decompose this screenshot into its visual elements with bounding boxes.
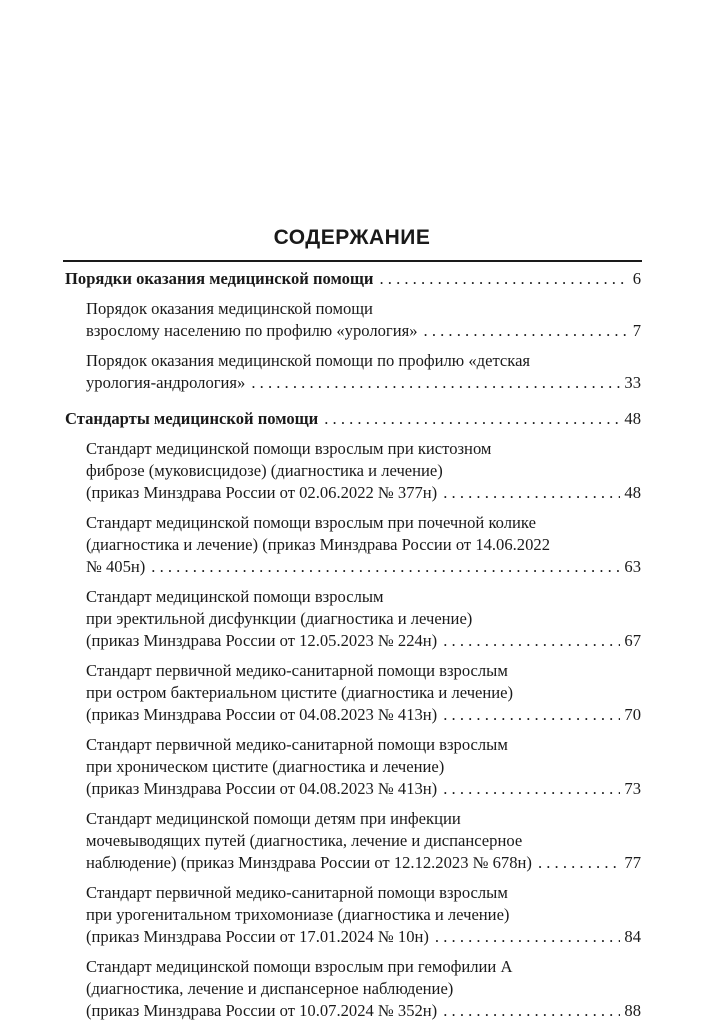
dot-leader bbox=[379, 268, 628, 290]
entry-line: взрослому населению по профилю «урология» bbox=[86, 321, 418, 340]
entry-line: Стандарт медицинской помощи взрослым при почечной колике bbox=[86, 513, 536, 532]
entry-line: № 405н) bbox=[86, 557, 146, 576]
page-title: СОДЕРЖАНИЕ bbox=[273, 226, 431, 249]
toc-entry[interactable] bbox=[65, 660, 641, 726]
entry-line: (диагностика, лечение и диспансерное наблюдение) bbox=[86, 979, 454, 998]
page-number: 77 bbox=[624, 853, 641, 872]
entry-line: Порядок оказания медицинской помощи bbox=[86, 299, 373, 318]
toc-entry[interactable] bbox=[65, 808, 641, 874]
dot-leader bbox=[324, 408, 620, 430]
entry-line: наблюдение) (приказ Минздрава России от 12.12.2023 № 678н) bbox=[86, 853, 532, 872]
entry-line: (приказ Минздрава России от 04.08.2023 № 413н) bbox=[86, 705, 438, 724]
entry-line: Стандарт медицинской помощи взрослым при гемофилии А bbox=[86, 957, 513, 976]
toc-entry[interactable] bbox=[65, 956, 641, 1022]
page-number: 7 bbox=[632, 321, 641, 340]
dot-leader bbox=[435, 926, 620, 948]
page-number: 48 bbox=[624, 483, 641, 502]
section-title: Порядки оказания медицинской помощи bbox=[65, 269, 374, 288]
toc-entry[interactable] bbox=[65, 586, 641, 652]
entry-line: при хроническом цистите (диагностика и лечение) bbox=[86, 757, 445, 776]
entry-line: (приказ Минздрава России от 10.07.2024 № 352н) bbox=[86, 1001, 438, 1020]
toc-entry[interactable] bbox=[65, 512, 641, 578]
page-number: 6 bbox=[632, 269, 641, 288]
entry-line: Стандарт первичной медико-санитарной помощи взрослым bbox=[86, 661, 508, 680]
entry-line: при остром бактериальном цистите (диагностика и лечение) bbox=[86, 683, 514, 702]
dot-leader bbox=[424, 320, 629, 342]
entry-line: (приказ Минздрава России от 17.01.2024 № 10н) bbox=[86, 927, 429, 946]
toc-entry[interactable] bbox=[65, 438, 641, 504]
entry-line: Порядок оказания медицинской помощи по профилю «детская bbox=[86, 351, 531, 370]
dot-leader bbox=[538, 852, 620, 874]
toc-section-heading[interactable] bbox=[65, 268, 641, 290]
dot-leader bbox=[443, 704, 620, 726]
entry-line: (приказ Минздрава России от 04.08.2023 № 413н) bbox=[86, 779, 438, 798]
entry-line: при урогенитальном трихомониазе (диагностика и лечение) bbox=[86, 905, 510, 924]
dot-leader bbox=[443, 482, 620, 504]
toc-section-heading[interactable] bbox=[65, 408, 641, 430]
page-number: 48 bbox=[624, 409, 641, 428]
entry-line: Стандарт первичной медико-санитарной помощи взрослым bbox=[86, 735, 508, 754]
entry-line: Стандарт медицинской помощи детям при инфекции bbox=[86, 809, 461, 828]
dot-leader bbox=[251, 372, 620, 394]
toc-entry[interactable] bbox=[65, 734, 641, 800]
dot-leader bbox=[443, 1000, 620, 1022]
section-title: Стандарты медицинской помощи bbox=[65, 409, 319, 428]
toc-entry[interactable] bbox=[65, 298, 641, 342]
entry-line: (диагностика и лечение) (приказ Минздрава России от 14.06.2022 bbox=[86, 535, 550, 554]
entry-line: фиброзе (муковисцидозе) (диагностика и лечение) bbox=[86, 461, 443, 480]
entry-line: мочевыводящих путей (диагностика, лечение и диспансерное bbox=[86, 831, 523, 850]
entry-line: Стандарт медицинской помощи взрослым bbox=[86, 587, 384, 606]
entry-line: Стандарт первичной медико-санитарной помощи взрослым bbox=[86, 883, 508, 902]
dot-leader bbox=[443, 778, 620, 800]
table-of-contents bbox=[65, 268, 641, 1022]
entry-line: (приказ Минздрава России от 02.06.2022 № 377н) bbox=[86, 483, 438, 502]
dot-leader bbox=[443, 630, 620, 652]
page-number: 67 bbox=[624, 631, 641, 650]
toc-entry[interactable] bbox=[65, 882, 641, 948]
page-number: 33 bbox=[624, 373, 641, 392]
entry-line: Стандарт медицинской помощи взрослым при кистозном bbox=[86, 439, 492, 458]
page-number: 70 bbox=[624, 705, 641, 724]
entry-line: (приказ Минздрава России от 12.05.2023 № 224н) bbox=[86, 631, 438, 650]
dot-leader bbox=[151, 556, 620, 578]
page-number: 84 bbox=[624, 927, 641, 946]
entry-line: урология-андрология» bbox=[86, 373, 246, 392]
page-number: 73 bbox=[624, 779, 641, 798]
title-rule bbox=[63, 260, 642, 262]
toc-entry[interactable] bbox=[65, 350, 641, 394]
page-number: 63 bbox=[624, 557, 641, 576]
page-number: 88 bbox=[624, 1001, 641, 1020]
entry-line: при эректильной дисфункции (диагностика и лечение) bbox=[86, 609, 473, 628]
